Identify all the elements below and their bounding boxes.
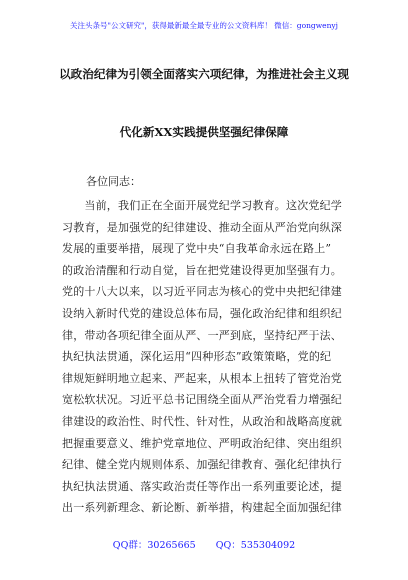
salutation: 各位同志： [86,175,141,188]
body-line: 律建设的政治性、时代性、针对性，从政治和战略高度就 [62,414,342,428]
body-text [62,195,350,519]
document-title-line-2: 代化新XX实践提供坚强纪律保障 [119,125,289,139]
footer-qq-group: QQ群：30265665 [112,540,196,551]
body-line: 习教育，是加强党的纪律建设、推动全面从严治党向纵深 [62,220,342,234]
body-line: 纪律、健全党内规则体系、加强纪律教育、强化纪律执行 [62,458,342,472]
body-line: 执纪执法贯通，深化运用“四种形态”政策策略，党的纪 [62,350,332,364]
body-line: 出一系列新理念、新论断、新举措，构建起全面加强纪律 [62,501,342,515]
body-line: 发展的重要举措，展现了党中央“自我革命永远在路上” [62,242,332,256]
body-line: 的政治清醒和行动自觉，旨在把党建设得更加坚强有力。 [62,263,342,277]
body-line: 当前，我们正在全面开展党纪学习教育。这次党纪学 [62,199,342,212]
body-line: 执纪执法贯通、落实政治责任等作出一系列重要论述，提 [62,479,342,493]
body-line: 宽松软状况。习近平总书记围绕全面从严治党看力增强纪 [62,393,342,407]
body-line: 律规矩鲜明地立起来、严起来，从根本上扭转了管党治党 [62,371,342,385]
footer [0,537,408,551]
body-line: 把握重要意义、维护党章地位、严明政治纪律、突出组织 [62,436,342,450]
footer-qq-contact: QQ：535304092 [215,540,296,551]
body-line: 设纳入新时代党的建设总体布局，强化政治纪律和组织纪 [62,306,342,320]
document-title-line-1: 以政治纪律为引领全面落实六项纪律，为推进社会主义现 [59,67,349,81]
header-banner: 关注头条号"公文研究"，获得最新最全最专业的公文资料库！ 微信：gongwenyj [70,21,338,30]
body-line: 党的十八大以来，以习近平同志为核心的党中央把纪律建 [62,285,342,299]
body-line: 律，带动各项纪律全面从严、一严到底，坚持纪严于法、 [62,328,342,342]
